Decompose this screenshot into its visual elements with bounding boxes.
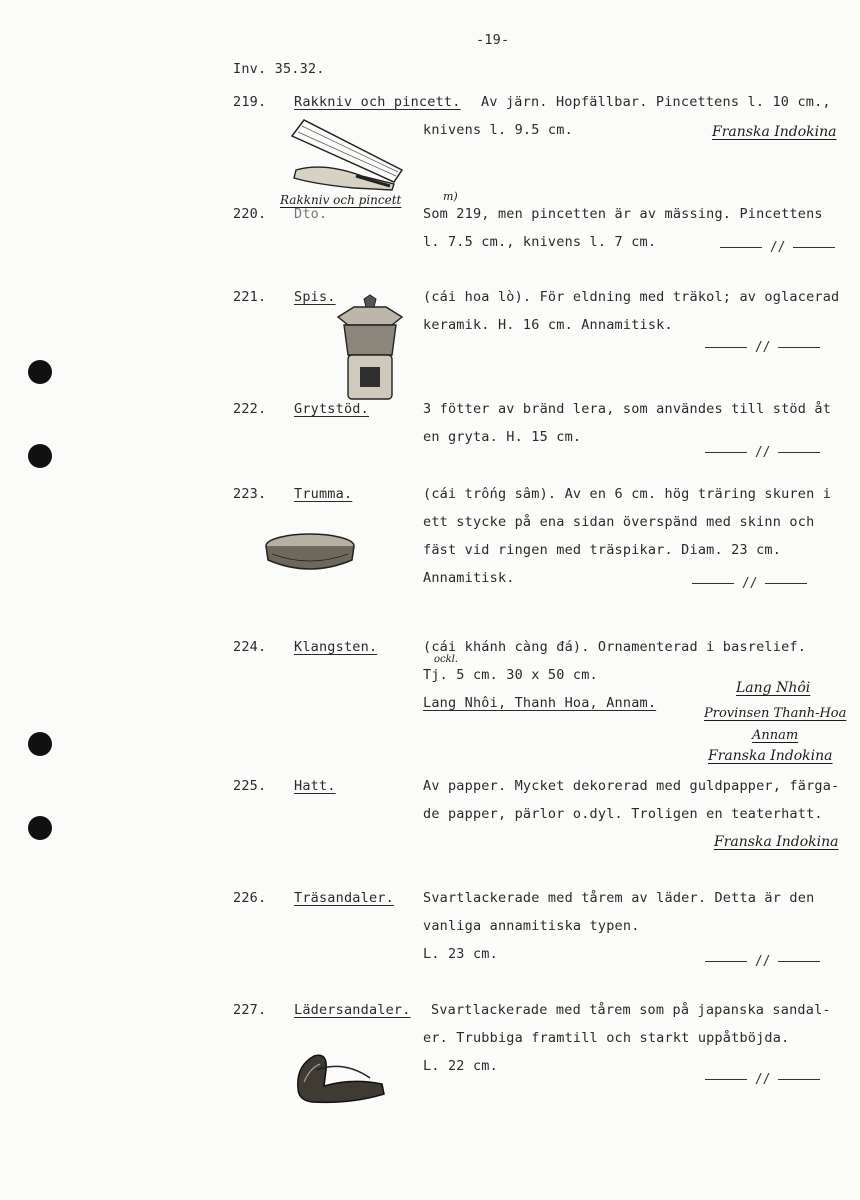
entry-name: Hatt. [294, 778, 336, 794]
punch-hole [28, 360, 52, 384]
entry-description-line: Svartlackerade med tårem som på japanska sandal- [431, 1002, 831, 1018]
entry-description-line: Tj. 5 cm. 30 x 50 cm. [423, 667, 598, 683]
entry-description-line: fäst vid ringen med träspikar. Diam. 23 cm. [423, 542, 782, 558]
entry-description-line: Lang Nhôi, Thanh Hoa, Annam. [423, 695, 657, 711]
ditto-mark: // [705, 1072, 820, 1087]
handwritten-correction: m) [443, 190, 458, 203]
ditto-mark: // [705, 445, 820, 460]
entry-number: 223. [233, 486, 267, 502]
handwritten-annotation: Lang Nhôi [736, 680, 811, 696]
entry-name: Spis. [294, 289, 336, 305]
entry-number: 226. [233, 890, 267, 906]
punch-hole [28, 444, 52, 468]
entry-description-line: en gryta. H. 15 cm. [423, 429, 582, 445]
entry-number: 225. [233, 778, 267, 794]
entry-name: Träsandaler. [294, 890, 394, 906]
handwritten-correction: ockl. [434, 654, 459, 665]
entry-description-line: vanliga annamitiska typen. [423, 918, 640, 934]
entry-name: Rakkniv och pincett. [294, 94, 461, 110]
entry-description-line: Annamitisk. [423, 570, 515, 586]
entry-description-line: de papper, pärlor o.dyl. Troligen en teaterhatt. [423, 806, 823, 822]
entry-description-line: Av järn. Hopfällbar. Pincettens l. 10 cm., [481, 94, 831, 110]
handwritten-annotation: Provinsen Thanh-Hoa [704, 706, 847, 721]
entry-description-line: Svartlackerade med tårem av läder. Detta är den [423, 890, 815, 906]
entry-description-line: (cái khánh càng đá). Ornamenterad i basrelief. [423, 639, 807, 655]
entry-number: 220. [233, 206, 267, 222]
inventory-number: Inv. 35.32. [233, 61, 325, 77]
ditto-mark: // [692, 576, 807, 591]
page-number: -19- [476, 32, 510, 48]
entry-description-line: keramik. H. 16 cm. Annamitisk. [423, 317, 673, 333]
entry-number: 224. [233, 639, 267, 655]
entry-description-line: l. 7.5 cm., knivens l. 7 cm. [423, 234, 657, 250]
handwritten-annotation: Franska Indokina [714, 834, 839, 850]
sandal-sketch [292, 1048, 392, 1106]
entry-description-line: L. 23 cm. [423, 946, 498, 962]
entry-description-line: Som 219, men pincetten är av mässing. Pincettens [423, 206, 823, 222]
entry-number: 222. [233, 401, 267, 417]
ditto-mark: // [705, 954, 820, 969]
entry-number: 219. [233, 94, 267, 110]
handwritten-annotation: Annam [752, 728, 799, 743]
entry-number: 221. [233, 289, 267, 305]
entry-description-line: knivens l. 9.5 cm. [423, 122, 573, 138]
entry-description-line: Av papper. Mycket dekorerad med guldpapper, färga- [423, 778, 840, 794]
handwritten-annotation: Franska Indokina [708, 748, 833, 764]
ditto-mark: // [720, 240, 835, 255]
ditto-mark: // [705, 340, 820, 355]
entry-number: 227. [233, 1002, 267, 1018]
drum-sketch [262, 528, 362, 580]
handwritten-annotation: Franska Indokina [712, 124, 837, 140]
stove-sketch [330, 295, 410, 405]
entry-name: Lädersandaler. [294, 1002, 411, 1018]
entry-description-line: (cái trống sâm). Av en 6 cm. hög träring skuren i [423, 486, 832, 502]
entry-description-line: L. 22 cm. [423, 1058, 498, 1074]
entry-description-line: ett stycke på ena sidan överspänd med skinn och [423, 514, 815, 530]
entry-description-line: 3 fötter av bränd lera, som användes till stöd åt [423, 401, 832, 417]
punch-hole [28, 732, 52, 756]
entry-description-line: er. Trubbiga framtill och starkt uppåtböjda. [423, 1030, 790, 1046]
entry-name: Dto. [294, 206, 328, 222]
entry-name: Trumma. [294, 486, 353, 502]
punch-hole [28, 816, 52, 840]
entry-description-line: (cái hoa lò). För eldning med träkol; av oglacerad [423, 289, 840, 305]
entry-name: Klangsten. [294, 639, 378, 655]
entry-name: Grytstöd. [294, 401, 369, 417]
razor-sketch [284, 114, 414, 194]
sketch-caption: Rakkniv och pincett [280, 193, 402, 207]
